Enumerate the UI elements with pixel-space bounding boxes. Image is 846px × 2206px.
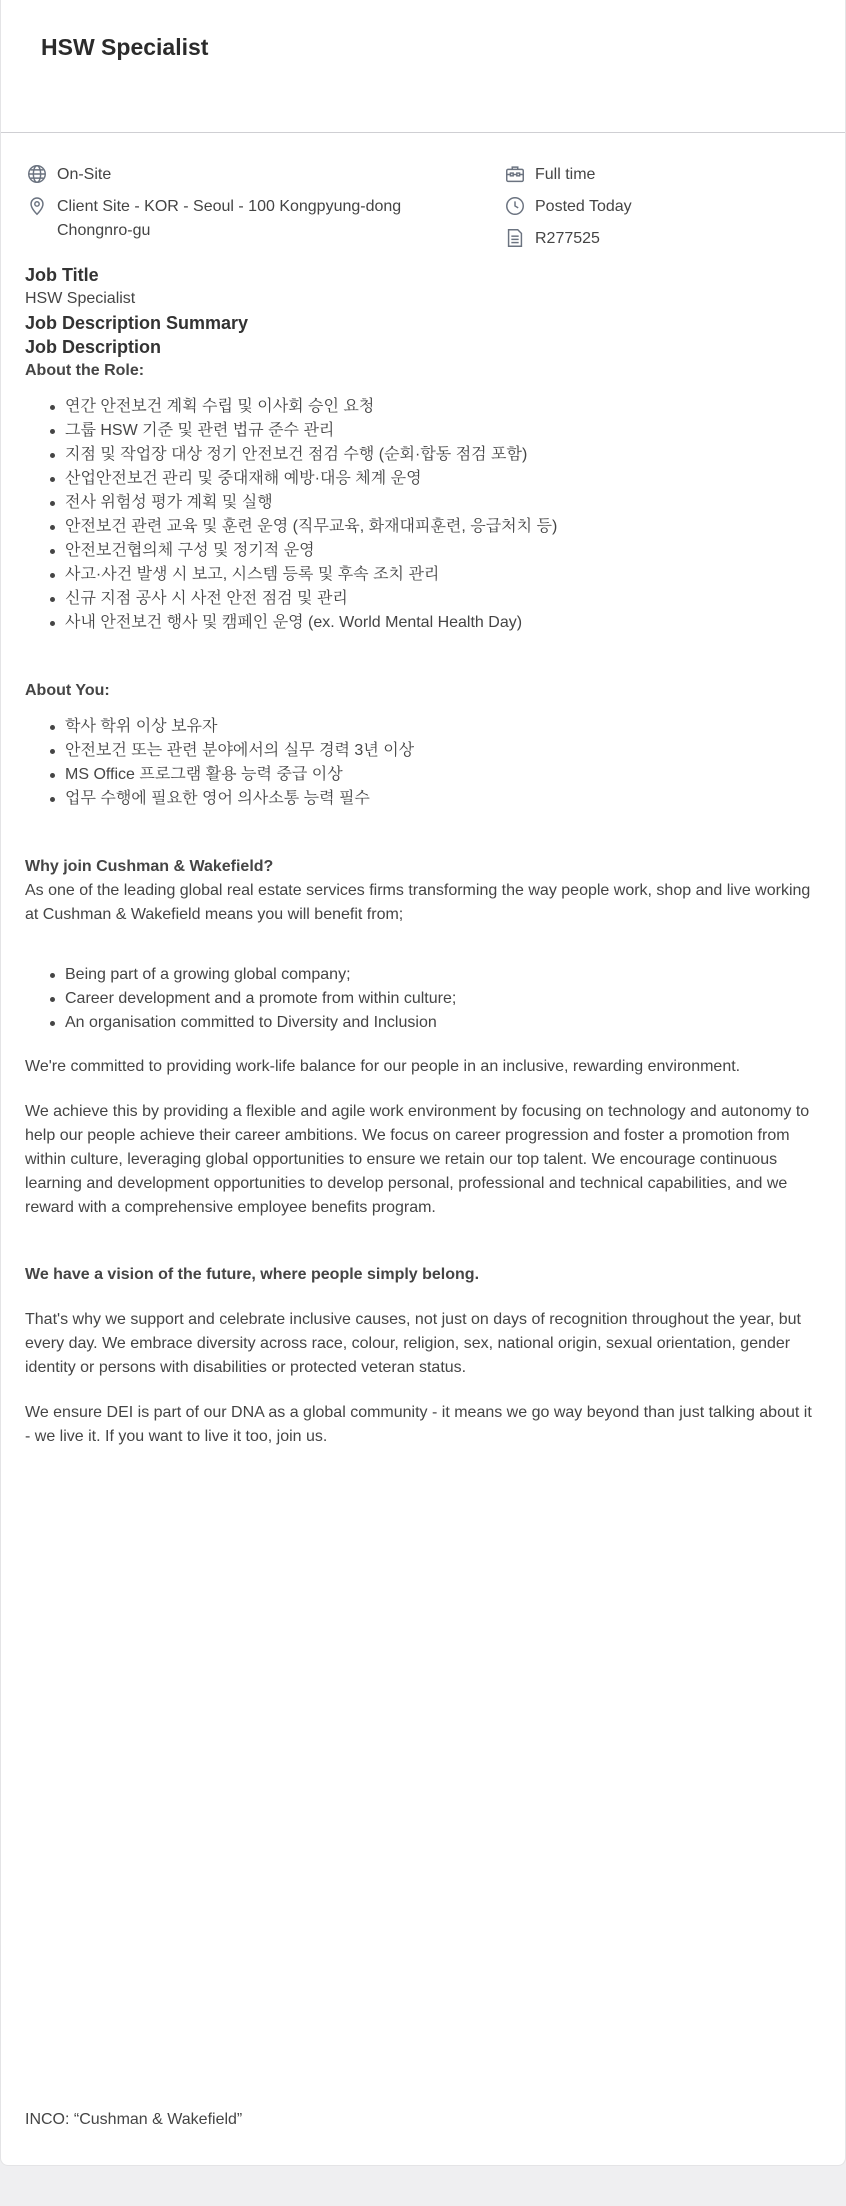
job-header	[1, 0, 845, 133]
job-description	[1, 263, 845, 1449]
summary-heading: Job Description Summary	[25, 313, 249, 333]
list-item: MS Office 프로그램 활용 능력 중급 이상	[65, 763, 821, 787]
employment-type-text: Full time	[535, 166, 596, 183]
page-title: HSW Specialist	[41, 34, 209, 60]
list-item: 지점 및 작업장 대상 정기 안전보건 점검 수행 (순회·합동 점검 포함)	[65, 443, 821, 467]
list-item: 그룹 HSW 기준 및 관련 법규 준수 관리	[65, 419, 821, 443]
requisition-item	[504, 227, 824, 251]
list-item: 산업안전보건 관리 및 중대재해 예방·대응 체계 운영	[65, 467, 821, 491]
job-meta	[1, 133, 845, 263]
list-item: 연간 안전보건 계획 수립 및 이사회 승인 요청	[65, 395, 821, 419]
location-type-text: On-Site	[57, 166, 112, 183]
list-item: 업무 수행에 필요한 영어 의사소통 능력 필수	[65, 787, 821, 811]
inco-note: INCO: “Cushman & Wakefield”	[25, 2111, 243, 2128]
job-title-heading: Job Title	[25, 265, 99, 285]
list-item: 전사 위험성 평가 계획 및 실행	[65, 491, 821, 515]
location-type-item	[26, 163, 466, 187]
about-role-heading: About the Role:	[25, 362, 145, 379]
achieve-paragraph: We achieve this by providing a flexible and agile work environment by focusing on technology and autonomy to help our people achieve their career ambitions. We focus on career progression and foster a promotion from within culture, leveraging global opportunities to ensure we retain our top talent. We encourage continuous learning and development opportunities to develop personal, professional and technical capabilities, and we reward with a comprehensive employee benefits program.	[25, 1103, 810, 1216]
list-item: 사고·사건 발생 시 보고, 시스템 등록 및 후속 조치 관리	[65, 563, 821, 587]
briefcase-icon	[504, 163, 526, 185]
about-you-heading: About You:	[25, 682, 110, 699]
inclusive-paragraph: That's why we support and celebrate inclusive causes, not just on days of recognition throughout the year, but every day. We embrace diversity across race, colour, religion, sex, national origin, sexual orientation, gender identity or persons with disabilities or protected veteran status.	[25, 1311, 801, 1376]
list-item: Being part of a growing global company;	[65, 963, 821, 987]
why-join-heading: Why join Cushman & Wakefield?	[25, 858, 274, 875]
employment-type-item	[504, 163, 824, 187]
list-item: 사내 안전보건 행사 및 캠페인 운영 (ex. World Mental Health Day)	[65, 611, 821, 635]
benefits-list	[25, 963, 821, 1035]
list-item: An organisation committed to Diversity and Inclusion	[65, 1011, 821, 1035]
list-item: 안전보건 관련 교육 및 훈련 운영 (직무교육, 화재대피훈련, 응급처치 등)	[65, 515, 821, 539]
posted-text: Posted Today	[535, 198, 632, 215]
list-item: 신규 지점 공사 시 사전 안전 점검 및 관리	[65, 587, 821, 611]
vision-heading: We have a vision of the future, where people simply belong.	[25, 1266, 480, 1283]
dei-paragraph: We ensure DEI is part of our DNA as a global community - it means we go way beyond than just talking about it - we live it. If you want to live it too, join us.	[25, 1404, 812, 1445]
worklife-paragraph: We're committed to providing work-life balance for our people in an inclusive, rewarding environment.	[25, 1058, 741, 1075]
clock-icon	[504, 195, 526, 217]
document-icon	[504, 227, 526, 249]
job-meta-left	[26, 163, 466, 251]
location-text: Client Site - KOR - Seoul - 100 Kongpyung-dong Chongnro-gu	[57, 198, 402, 239]
description-heading: Job Description	[25, 337, 162, 357]
map-pin-icon	[26, 195, 48, 217]
about-role-list	[25, 395, 821, 635]
location-item	[26, 195, 466, 243]
requisition-id-text: R277525	[535, 230, 600, 247]
list-item: 안전보건 또는 관련 분야에서의 실무 경력 3년 이상	[65, 739, 821, 763]
list-item: 안전보건협의체 구성 및 정기적 운영	[65, 539, 821, 563]
posted-item	[504, 195, 824, 219]
list-item: Career development and a promote from within culture;	[65, 987, 821, 1011]
why-join-intro: As one of the leading global real estate services firms transforming the way people work, shop and live working at Cushman & Wakefield means you will benefit from;	[25, 882, 811, 923]
list-item: 학사 학위 이상 보유자	[65, 715, 821, 739]
job-meta-right	[504, 163, 824, 259]
globe-icon	[26, 163, 48, 185]
job-title-value: HSW Specialist	[25, 290, 136, 307]
about-you-list	[25, 715, 821, 811]
